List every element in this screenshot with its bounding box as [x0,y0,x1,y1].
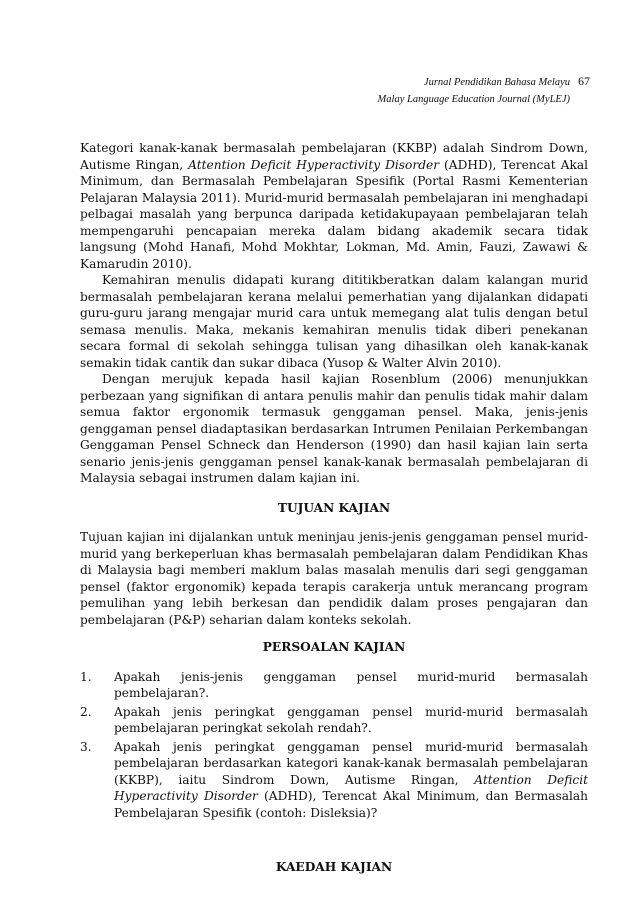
list-item [80,704,588,737]
section-heading-tujuan: TUJUAN KAJIAN [277,500,391,515]
text-span: Apakah jenis peringkat genggaman pensel murid-murid bermasalah pembelajaran berdasarkan kategori kanak-kanak bermasalah pembelajaran (KKBP), iaitu Sindrom Down, Autisme Ringan, [114,739,588,787]
question-list [80,669,588,822]
running-header [378,73,590,108]
page-body [80,140,588,876]
list-text: Apakah jenis peringkat genggaman pensel murid-murid bermasalah pembelajaran peringkat sekolah rendah?. [114,704,588,735]
journal-title-line [378,73,590,91]
text-span: (ADHD), Terencat Akal Minimum, dan Bermasalah Pembelajaran Spesifik (Portal Rasmi Kementerian Pelajaran Malaysia 2011). Murid-murid bermasalah pembelajaran ini menghadapi pelbagai masalah yang berpunca daripada ketidakupayaan pembelajaran telah mempengaruhi pencapaian mereka dalam bidang akademik secara tidak langsung (Mohd Hanafi, Mohd Mokhtar, Lokman, Md. Amin, Fauzi, Zawawi & Kamarudin 2010). [80,157,588,271]
page-number: 67 [578,74,590,88]
tujuan-paragraph: Tujuan kajian ini dijalankan untuk meninjau jenis-jenis genggaman pensel murid-murid yang berkeperluan khas bermasalah pembelajaran dalam Pendidikan Khas di Malaysia bagi memberi maklum balas masalah menulis dari segi genggaman pensel (faktor ergonomik) kepada terapis carakerja untuk merancang program pemulihan yang lebih berkesan dan pendidik dalam proses pengajaran dan pembelajaran (P&P) seharian dalam konteks sekolah. [80,530,588,627]
intro-paragraph-3: Dengan merujuk kepada hasil kajian Rosenblum (2006) menunjukkan perbezaan yang signifikan di antara penulis mahir dan penulis tidak mahir dalam semua faktor ergonomik termasuk genggaman pensel. Maka, jenis-jenis genggaman pensel diadaptasikan berdasarkan Intrumen Penilaian Perkembangan Genggaman Pensel Schneck dan Henderson (1990) dan hasil kajian lain serta senario jenis-jenis genggaman pensel kanak-kanak bermasalah pembelajaran di Malaysia sebagai instrumen dalam kajian ini. [80,372,588,485]
text-span: Kategori kanak-kanak bermasalah pembelajaran (KKBP) adalah Sindrom Down, Autisme Ringan, [80,141,588,172]
list-number: 2. [80,704,92,719]
section-heading-persoalan: PERSOALAN KAJIAN [262,640,406,654]
section-heading-kaedah: KAEDAH KAJIAN [275,860,393,874]
list-text: Apakah jenis-jenis genggaman pensel murid-murid bermasalah pembelajaran?. [114,669,588,700]
intro-paragraph-2: Kemahiran menulis didapati kurang dititikberatkan dalam kalangan murid bermasalah pembelajaran kerana melalui pemerhatian yang dijalankan didapati guru-guru jarang mengajar murid cara untuk memegang alat tulis dengan betul semasa menulis. Maka, mekanis kemahiran menulis tidak diberi penekanan secara formal di sekolah sehingga tulisan yang dihasilkan oleh kanak-kanak semakin tidak cantik dan sukar dibaca (Yusop & Walter Alvin 2010). [80,273,588,370]
text-span: (ADHD), Terencat Akal Minimum, dan Bermasalah Pembelajaran Spesifik (contoh: Disleksia)? [114,789,589,820]
list-item [80,739,588,822]
list-item [80,669,588,702]
journal-title-ms: Jurnal Pendidikan Bahasa Melayu [423,77,570,88]
list-number: 3. [80,739,92,754]
italic-term: Attention Deficit Hyperactivity Disorder [188,157,440,172]
list-text [114,739,588,822]
journal-title-en: Malay Language Education Journal (MyLEJ) [377,94,570,105]
list-number: 1. [80,669,92,684]
intro-paragraph-1 [80,140,588,272]
italic-term: Attention Deficit Hyperactivity Disorder [114,772,588,803]
